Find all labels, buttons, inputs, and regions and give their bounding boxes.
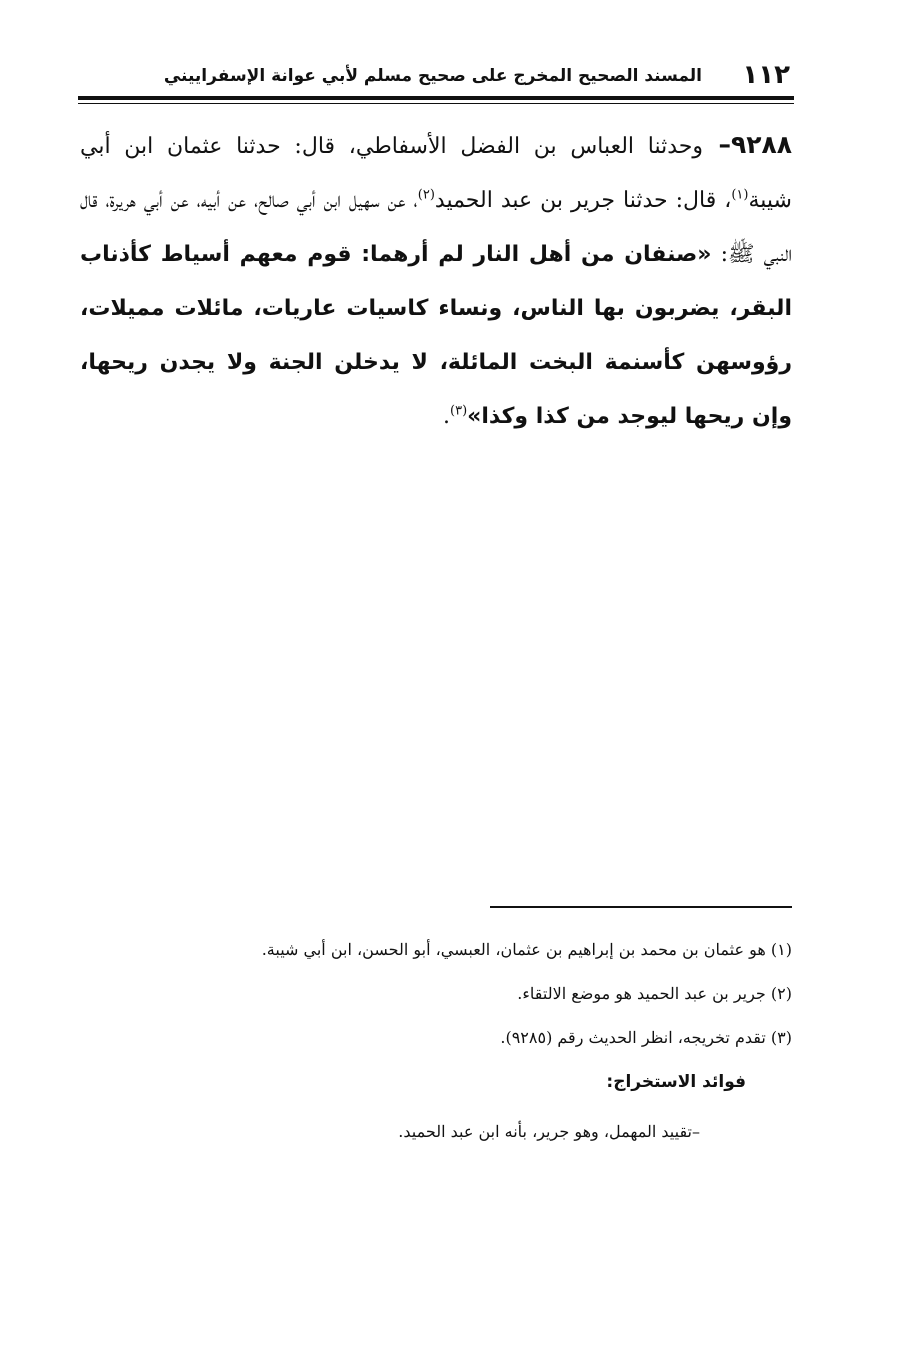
hadith-matn: «صنفان من أهل النار لم أرهما: قوم معهم أسياط كأذناب البقر، يضربون بها الناس، ونساء كاسيات عاريات، مائلات مميلات، رؤوسهن كأسنمة البخت المائلة، لا يدخلن الجنة ولا يجدن ريحها، وإن ريحها ليوجد من كذا وكذا» xyxy=(80,242,792,429)
footnote-2: (٢) جرير بن عبد الحميد هو موضع الالتقاء. xyxy=(517,984,792,1003)
page-header xyxy=(78,58,794,98)
hadith-number: ٩٢٨٨ xyxy=(730,130,792,159)
benefit-item: –تقييد المهمل، وهو جرير، بأنه ابن عبد الحميد. xyxy=(398,1122,700,1141)
page-number: ١١٢ xyxy=(742,60,790,90)
footnote-ref-1: (١) xyxy=(731,187,749,203)
header-rule-thick xyxy=(78,96,794,100)
hadith-end-period: . xyxy=(443,404,451,429)
footnote-3: (٣) تقدم تخريجه، انظر الحديث رقم (٩٢٨٥). xyxy=(500,1028,792,1047)
footnote-ref-2: (٢) xyxy=(417,187,435,203)
footnote-separator xyxy=(490,906,792,908)
chain-of-narration-part-2: ، قال: حدثنا جرير بن عبد الحميد xyxy=(434,188,732,213)
header-rule-thin xyxy=(78,103,794,104)
footnotes-section xyxy=(80,928,792,1154)
benefits-heading: فوائد الاستخراج: xyxy=(606,1072,746,1092)
chain-of-narration-part-1: وحدثنا العباس بن الفضل الأسفاطي، قال: حدثنا عثمان ابن أبي شيبة xyxy=(80,134,792,213)
footnote-1: (١) هو عثمان بن محمد بن إبراهيم بن عثمان، العبسي، أبو الحسن، ابن أبي شيبة. xyxy=(261,940,792,959)
chain-of-narration-part-3: ، عن سهيل ابن أبي صالح، عن أبيه، عن أبي هريرة، قال النبي ﷺ: xyxy=(80,188,792,267)
hadith-text xyxy=(80,118,792,444)
footnote-ref-3: (٣) xyxy=(450,403,468,419)
running-title: المسند الصحيح المخرج على صحيح مسلم لأبي عوانة الإسفراييني xyxy=(163,66,702,86)
hadith-number-dash: – xyxy=(703,130,731,159)
